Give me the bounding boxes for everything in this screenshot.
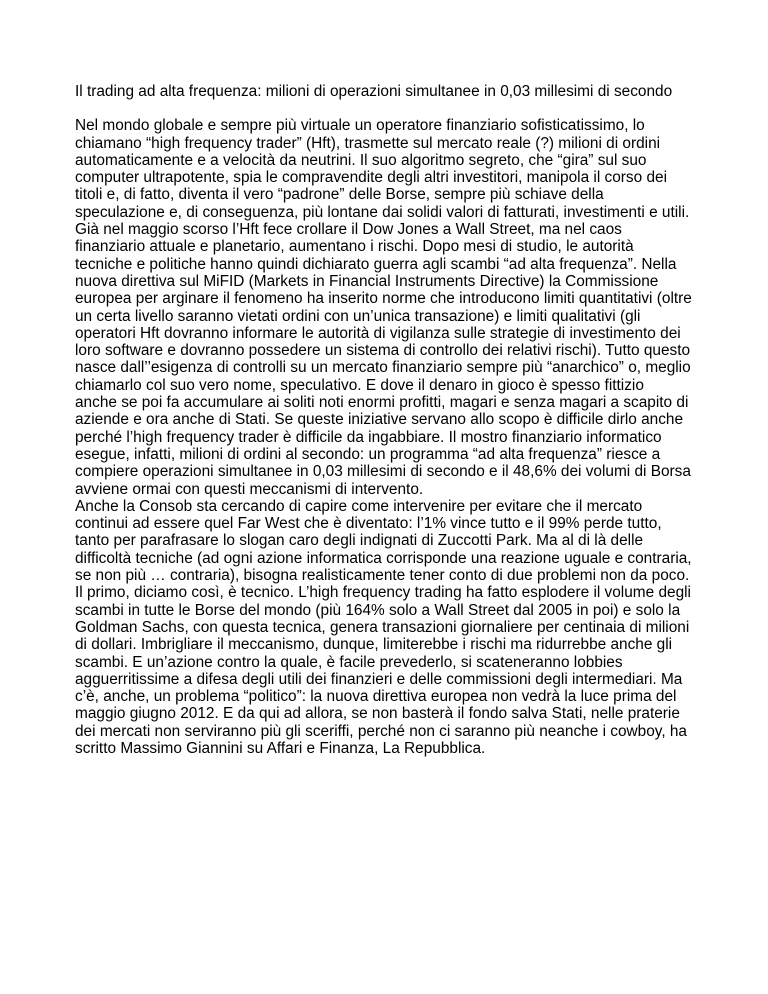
body-line: se non più … contraria), bisogna realisticamente tener conto di due problemi non da poco. <box>75 567 690 585</box>
body-line: tecniche e politiche hanno quindi dichiarato guerra agli scambi “ad alta frequenza”. Nella <box>75 255 677 273</box>
body-line: scritto Massimo Giannini su Affari e Finanza, La Repubblica. <box>75 739 486 757</box>
body-line: Già nel maggio scorso l’Hft fece crollare il Dow Jones a Wall Street, ma nel caos <box>75 221 622 239</box>
body-line: perché l’high frequency trader è difficile da ingabbiare. Il mostro finanziario informatico <box>75 428 662 446</box>
body-line: aziende e ora anche di Stati. Se queste iniziative servano allo scopo è difficile dirlo anche <box>75 411 684 429</box>
body-line: dei mercati non serviranno più gli sceriffi, perché non ci saranno più neanche i cowboy, ha <box>75 722 687 740</box>
body-line: nasce dall’’esigenza di controlli su un mercato finanziario sempre più “anarchico” o, meglio <box>75 359 691 377</box>
body-line: scambi in tutte le Borse del mondo (più 164% solo a Wall Street dal 2005 in poi) e solo la <box>75 601 681 619</box>
body-line: Il primo, diciamo così, è tecnico. L’high frequency trading ha fatto esplodere il volume degli <box>75 584 691 602</box>
body-line: titoli e, di fatto, diventa il vero “padrone” delle Borse, sempre più schiave della <box>75 186 604 204</box>
body-line: di dollari. Imbrigliare il meccanismo, dunque, limiterebbe i rischi ma ridurrebbe anche gli <box>75 636 673 654</box>
body-line: difficoltà tecniche (ad ogni azione informatica corrisponde una reazione uguale e contraria, <box>75 549 692 567</box>
body-line: computer ultrapotente, spia le compravendite degli altri investitori, manipola il corso dei <box>75 169 667 187</box>
body-line: chiamarlo col suo vero nome, speculativo. E dove il denaro in gioco è spesso fittizio <box>75 376 644 394</box>
body-line: Nel mondo globale e sempre più virtuale un operatore finanziario sofisticatissimo, lo <box>75 117 645 135</box>
document-title: Il trading ad alta frequenza: milioni di operazioni simultanee in 0,03 millesimi di secondo <box>75 83 673 100</box>
body-line: c’è, anche, un problema “politico”: la nuova direttiva europea non vedrà la luce prima del <box>75 688 677 706</box>
body-line: continui ad essere quel Far West che è diventato: l’1% vince tutto e il 99% perde tutto, <box>75 515 662 533</box>
body-line: scambi. E un’azione contro la quale, è facile prevederlo, si scateneranno lobbies <box>75 653 623 671</box>
body-line: tanto per parafrasare lo slogan caro degli indignati di Zuccotti Park. Ma al di là delle <box>75 532 644 550</box>
document-body <box>75 117 705 757</box>
body-line: chiamano “high frequency trader” (Hft), trasmette sul mercato reale (?) milioni di ordini <box>75 134 661 152</box>
body-line: nuova direttiva sul MiFID (Markets in Financial Instruments Directive) la Commissione <box>75 272 659 290</box>
body-line: agguerritissime a difesa degli utili dei finanzieri e delle commissioni degli intermediari. Ma <box>75 670 683 688</box>
body-line: europea per arginare il fenomeno ha inserito norme che introducono limiti quantitativi (oltre <box>75 290 692 308</box>
body-line: operatori Hft dovranno informare le autorità di vigilanza sulle strategie di investimento dei <box>75 324 681 342</box>
document-page <box>75 83 705 757</box>
body-line: esegue, infatti, milioni di ordini al secondo: un programma “ad alta frequenza” riesce a <box>75 445 661 463</box>
body-line: automaticamente e a velocità da neutrini. Il suo algoritmo segreto, che “gira” sul suo <box>75 151 647 169</box>
body-line: speculazione e, di conseguenza, più lontane dai solidi valori di fatturati, investimenti e utili. <box>75 203 690 221</box>
body-line: un certa livello saranno vietati ordini con un’unica transazione) e limiti qualitativi (gli <box>75 307 641 325</box>
body-line: finanziario attuale e planetario, aumentano i rischi. Dopo mesi di studio, le autorità <box>75 238 634 256</box>
body-line: avviene ormai con questi meccanismi di intervento. <box>75 480 424 498</box>
body-line: compiere operazioni simultanee in 0,03 millesimi di secondo e il 48,6% dei volumi di Borsa <box>75 463 691 481</box>
body-line: Goldman Sachs, con questa tecnica, genera transazioni giornaliere per centinaia di milioni <box>75 618 690 636</box>
body-line: Anche la Consob sta cercando di capire come intervenire per evitare che il mercato <box>75 497 643 515</box>
body-line: anche se poi fa accumulare ai soliti noti enormi profitti, magari e senza magari a scapito di <box>75 394 689 412</box>
body-line: maggio giugno 2012. E da qui ad allora, se non basterà il fondo salva Stati, nelle praterie <box>75 705 680 723</box>
body-line: loro software e dovranno possedere un sistema di controllo dei relativi rischi). Tutto questo <box>75 342 691 360</box>
